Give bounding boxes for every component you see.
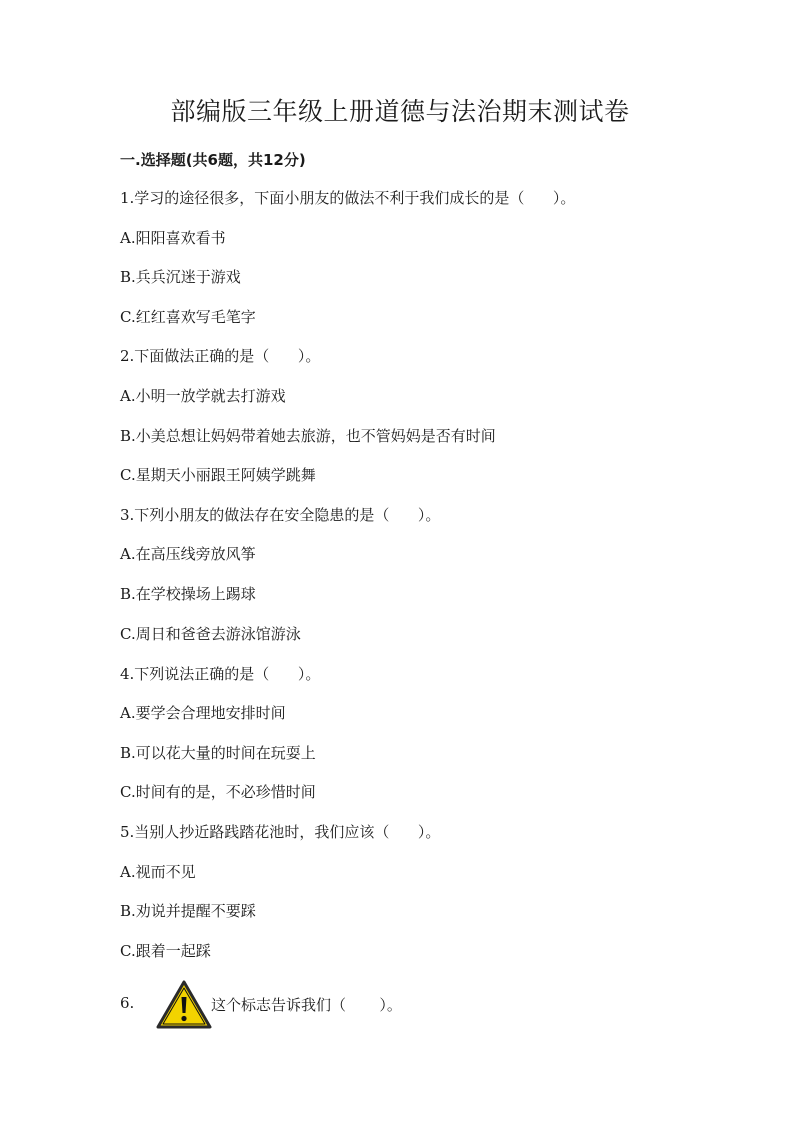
question-2-option-a: A.小明一放学就去打游戏 [120,387,286,405]
question-2-option-b: B.小美总想让妈妈带着她去旅游，也不管妈妈是否有时间 [120,427,496,445]
question-4-option-b: B.可以花大量的时间在玩耍上 [120,744,316,762]
question-3-stem: 3.下列小朋友的做法存在安全隐患的是（ ）。 [120,506,441,524]
question-1-option-b: B.兵兵沉迷于游戏 [120,268,241,286]
question-3-option-a: A.在高压线旁放风筝 [120,545,256,563]
question-1-option-c: C.红红喜欢写毛笔字 [120,308,256,326]
question-5-option-a: A.视而不见 [120,863,196,881]
question-6-stem: 这个标志告诉我们（ ）。 [211,996,402,1014]
question-2-option-c: C.星期天小丽跟王阿姨学跳舞 [120,466,316,484]
question-4-stem: 4.下列说法正确的是（ ）。 [120,665,321,683]
question-4-option-a: A.要学会合理地安排时间 [120,704,286,722]
warning-sign-icon [156,980,212,1030]
section-heading: 一.选择题(共6题，共12分) [120,151,306,169]
question-5-stem: 5.当别人抄近路践踏花池时，我们应该（ ）。 [120,823,441,841]
question-3-option-c: C.周日和爸爸去游泳馆游泳 [120,625,301,643]
question-1-option-a: A.阳阳喜欢看书 [120,229,226,247]
question-6 [120,980,620,1032]
question-5-option-c: C.跟着一起踩 [120,942,211,960]
question-3-option-b: B.在学校操场上踢球 [120,585,256,603]
question-6-number: 6. [120,994,135,1012]
question-2-stem: 2.下面做法正确的是（ ）。 [120,347,321,365]
page-title: 部编版三年级上册道德与法治期末测试卷 [170,97,630,126]
question-4-option-c: C.时间有的是，不必珍惜时间 [120,783,316,801]
question-1-stem: 1.学习的途径很多，下面小朋友的做法不利于我们成长的是（ ）。 [120,189,576,207]
question-5-option-b: B.劝说并提醒不要踩 [120,902,256,920]
